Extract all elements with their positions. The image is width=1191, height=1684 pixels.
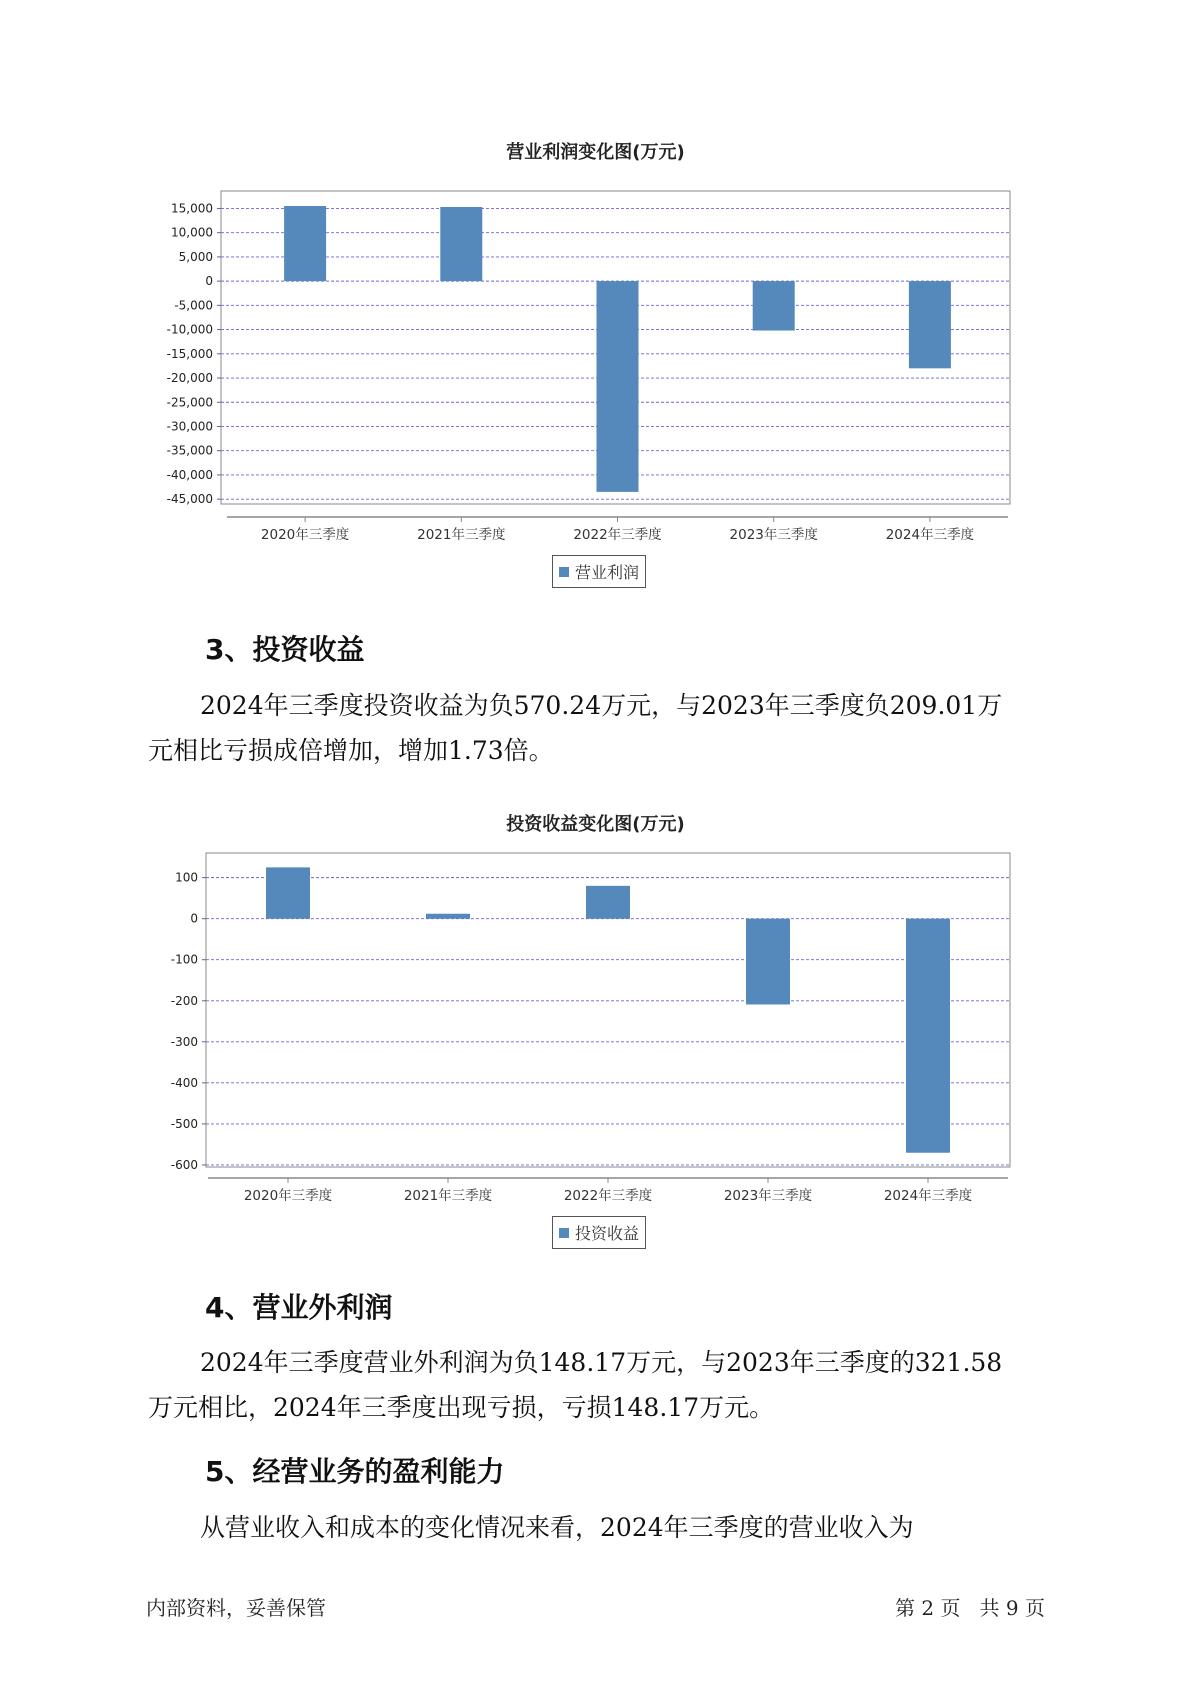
- y-tick-label: 0: [190, 911, 198, 926]
- investment-income-chart: [0, 840, 1191, 1220]
- bar: [440, 207, 482, 281]
- chart2-title: 投资收益变化图(万元): [506, 814, 685, 835]
- y-tick-label: -35,000: [166, 443, 213, 458]
- section-heading-non-operating-profit: 4、营业外利润: [205, 1291, 393, 1324]
- x-tick-label: 2021年三季度: [417, 527, 506, 543]
- y-tick-label: -45,000: [166, 492, 213, 507]
- paragraph-line: 万元相比，2024年三季度出现亏损，亏损148.17万元。: [148, 1393, 775, 1422]
- y-tick-label: -30,000: [166, 419, 213, 434]
- paragraph-line: 2024年三季度投资收益为负570.24万元，与2023年三季度负209.01万: [200, 691, 1003, 720]
- bar: [586, 886, 630, 919]
- x-tick-label: 2022年三季度: [573, 527, 662, 543]
- paragraph-line: 2024年三季度营业外利润为负148.17万元，与2023年三季度的321.58: [200, 1348, 1003, 1377]
- y-tick-label: -25,000: [166, 395, 213, 410]
- y-tick-label: -300: [170, 1034, 198, 1049]
- y-tick-label: -15,000: [166, 346, 213, 361]
- x-tick-label: 2024年三季度: [885, 527, 975, 543]
- chart2-legend-label: 投资收益: [575, 1224, 640, 1243]
- chart1-legend: [552, 555, 646, 588]
- section-heading-profitability: 5、经营业务的盈利能力: [205, 1455, 505, 1488]
- x-tick-label: 2021年三季度: [403, 1188, 493, 1204]
- y-tick-label: -600: [170, 1157, 198, 1172]
- section-paragraph-non-operating-profit: [148, 1340, 1048, 1430]
- y-tick-label: -200: [170, 993, 198, 1008]
- bar: [909, 281, 951, 368]
- x-tick-label: 2022年三季度: [563, 1188, 653, 1204]
- bar: [906, 919, 950, 1153]
- chart1-legend-label: 营业利润: [575, 563, 640, 582]
- legend-swatch: [559, 1228, 569, 1238]
- y-tick-label: -5,000: [174, 298, 213, 313]
- x-tick-label: 2020年三季度: [260, 527, 350, 543]
- y-tick-label: -20,000: [166, 371, 213, 386]
- y-tick-label: 10,000: [171, 225, 213, 240]
- y-tick-label: 5,000: [178, 249, 213, 264]
- bar: [597, 281, 639, 492]
- section-paragraph-profitability: [148, 1505, 1048, 1550]
- y-tick-label: -500: [170, 1116, 198, 1131]
- footer-page-number: 第 2 页 共 9 页: [895, 1596, 1045, 1620]
- operating-profit-chart: [0, 170, 1191, 550]
- bar: [746, 919, 790, 1005]
- chart1-title: 营业利润变化图(万元): [506, 142, 685, 163]
- section-heading-investment-income: 3、投资收益: [205, 633, 365, 666]
- bar: [426, 914, 470, 919]
- bar: [266, 867, 310, 918]
- bar: [284, 206, 326, 281]
- y-tick-label: -40,000: [166, 467, 213, 482]
- y-tick-label: 0: [205, 274, 213, 289]
- paragraph-line: 元相比亏损成倍增加，增加1.73倍。: [148, 736, 554, 765]
- footer-left: 内部资料，妥善保管: [146, 1596, 326, 1620]
- chart2-legend: [552, 1216, 646, 1249]
- legend-swatch: [559, 567, 569, 577]
- section-paragraph-investment-income: [148, 683, 1048, 773]
- y-tick-label: -400: [170, 1075, 198, 1090]
- x-tick-label: 2024年三季度: [883, 1188, 973, 1204]
- y-tick-label: 15,000: [171, 201, 213, 216]
- x-tick-label: 2023年三季度: [723, 1188, 813, 1204]
- bar: [753, 281, 795, 330]
- x-tick-label: 2023年三季度: [729, 527, 818, 543]
- y-tick-label: 100: [175, 870, 198, 885]
- y-tick-label: -10,000: [166, 322, 213, 337]
- y-tick-label: -100: [170, 952, 198, 967]
- x-tick-label: 2020年三季度: [243, 1188, 333, 1204]
- paragraph-line: 从营业收入和成本的变化情况来看，2024年三季度的营业收入为: [200, 1513, 914, 1542]
